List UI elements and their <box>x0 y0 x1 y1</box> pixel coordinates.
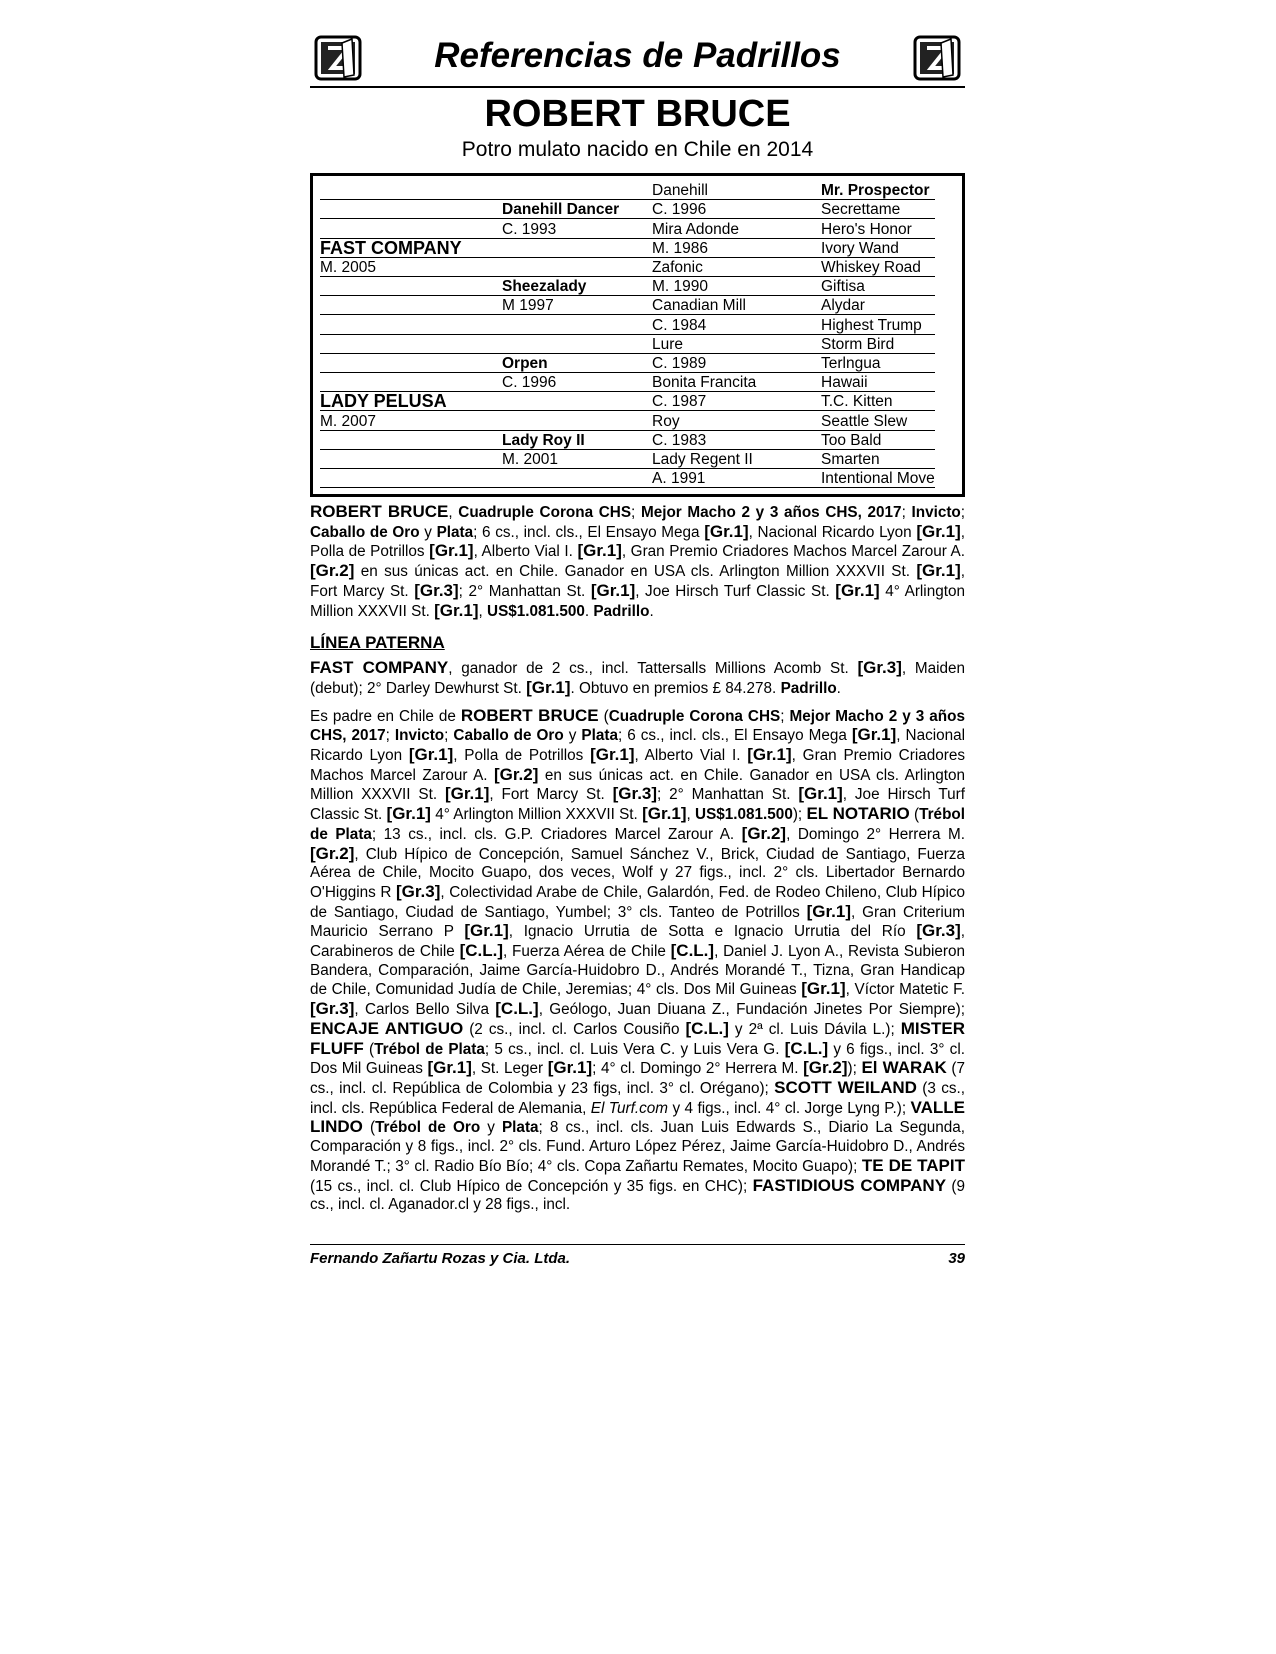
pedigree-row <box>320 276 935 296</box>
pedigree-cell: M. 2007 <box>320 412 377 430</box>
pedigree-cell: Zafonic <box>652 258 703 276</box>
pedigree-cell: Danehill <box>652 182 709 200</box>
pedigree-table <box>310 173 965 497</box>
pedigree-cell: Whiskey Road <box>821 258 921 276</box>
section-heading: LÍNEA PATERNA <box>310 633 445 653</box>
pedigree-cell: Canadian Mill <box>652 297 746 315</box>
pedigree-row <box>320 372 935 392</box>
pedigree-row <box>320 391 935 411</box>
pedigree-row <box>320 334 935 354</box>
pedigree-cell: C. 1989 <box>652 354 707 372</box>
pedigree-cell: Roy <box>652 412 680 430</box>
pedigree-cell: LADY PELUSA <box>320 391 447 412</box>
pedigree-cell: C. 1987 <box>652 393 707 411</box>
pedigree-cell: Hero's Honor <box>821 220 912 238</box>
pedigree-row <box>320 430 935 450</box>
pedigree-cell: FAST COMPANY <box>320 237 462 258</box>
pedigree-cell: Ivory Wand <box>821 239 899 257</box>
pedigree-cell: Lure <box>652 335 684 353</box>
pedigree-cell: Intentional Move <box>821 470 935 488</box>
page-header <box>310 30 965 88</box>
pedigree-cell: M. 2005 <box>320 258 377 276</box>
pedigree-cell: C. 1993 <box>502 220 557 238</box>
pedigree-row <box>320 468 935 488</box>
pedigree-cell: Seattle Slew <box>821 412 908 430</box>
pedigree-cell: Orpen <box>502 354 548 372</box>
logo-icon <box>913 35 961 81</box>
horse-summary: ROBERT BRUCE, Cuadruple Corona CHS; Mejor Macho 2 y 3 años CHS, 2017; Invicto; Caballo de Oro y Plata; 6 cs., incl. cls., El Ensayo Mega [Gr.1], Nacional Ricardo Lyon [Gr.1], Polla de Potrillos [Gr.1], Alberto Vial I. [Gr.1], Gran Premio Criadores Machos Marcel Zarour A. [Gr.2] en sus únicas act. en Chile. Ganador en USA cls. Arlington Million XXXVII St. [Gr.1], Fort Marcy St. [Gr.3]; 2° Manhattan St. [Gr.1], Joe Hirsch Turf Classic St. [Gr.1] 4° Arlington Million XXXVII St. [Gr.1], US$1.081.500. Padrillo. <box>310 502 966 620</box>
pedigree-cell: A. 1991 <box>652 470 706 488</box>
pedigree-row <box>320 314 935 334</box>
pedigree-cell: M 1997 <box>502 297 554 315</box>
sire-paragraph: FAST COMPANY, ganador de 2 cs., incl. Tattersalls Millions Acomb St. [Gr.3], Maiden (debut); 2° Darley Dewhurst St. [Gr.1]. Obtuvo en premios £ 84.278. Padrillo. <box>310 658 965 697</box>
pedigree-cell: M. 2001 <box>502 450 559 468</box>
page-title: Referencias de Padrillos <box>434 36 841 75</box>
pedigree-cell: Terlngua <box>821 354 881 372</box>
pedigree-cell: M. 1990 <box>652 278 709 296</box>
pedigree-cell: Mira Adonde <box>652 220 740 238</box>
pedigree-row <box>320 449 935 469</box>
pedigree-row <box>320 410 935 430</box>
pedigree-row <box>320 199 935 219</box>
pedigree-cell: Giftisa <box>821 278 865 296</box>
pedigree-cell: C. 1996 <box>502 374 557 392</box>
pedigree-cell: Too Bald <box>821 431 882 449</box>
pedigree-cell: C. 1996 <box>652 201 707 219</box>
pedigree-row <box>320 295 935 315</box>
page-footer <box>310 1244 965 1267</box>
pedigree-cell: Bonita Francita <box>652 374 757 392</box>
horse-name: ROBERT BRUCE <box>484 93 791 135</box>
pedigree-cell: Storm Bird <box>821 335 895 353</box>
pedigree-cell: T.C. Kitten <box>821 393 893 411</box>
pedigree-row <box>320 180 935 200</box>
pedigree-cell: C. 1983 <box>652 431 707 449</box>
pedigree-cell: Mr. Prospector <box>821 182 930 200</box>
pedigree-cell: Secrettame <box>821 201 901 219</box>
horse-subtitle: Potro mulato nacido en Chile en 2014 <box>461 138 814 161</box>
pedigree-cell: Alydar <box>821 297 865 315</box>
pedigree-cell: Hawaii <box>821 374 868 392</box>
document-page <box>310 30 965 1215</box>
pedigree-cell: M. 1986 <box>652 239 709 257</box>
footer-company: Fernando Zañartu Rozas y Cia. Ltda. <box>310 1250 571 1267</box>
pedigree-cell: C. 1984 <box>652 316 707 334</box>
pedigree-row <box>320 238 935 258</box>
pedigree-cell: Smarten <box>821 450 880 468</box>
page-number: 39 <box>948 1250 965 1267</box>
pedigree-cell: Lady Roy II <box>502 431 585 449</box>
pedigree-cell: Danehill Dancer <box>502 201 620 219</box>
progeny-paragraph: Es padre en Chile de ROBERT BRUCE (Cuadruple Corona CHS; Mejor Macho 2 y 3 años CHS, 2017; Invicto; Caballo de Oro y Plata; 6 cs., incl. cls., El Ensayo Mega [Gr.1], Nacional Ricardo Lyon [Gr.1], Polla de Potrillos [Gr.1], Alberto Vial I. [Gr.1], Gran Premio Criadores Machos Marcel Zarour A. [Gr.2] en sus únicas act. en Chile. Ganador en USA cls. Arlington Million XXXVII St. [Gr.1], Fort Marcy St. [Gr.3]; 2° Manhattan St. [Gr.1], Joe Hirsch Turf Classic St. [Gr.1] 4° Arlington Million XXXVII St. [Gr.1], US$1.081.500); EL NOTARIO (Trébol de Plata; 13 cs., incl. cls. G.P. Criadores Marcel Zarour A. [Gr.2], Domingo 2° Herrera M. [Gr.2], Club Hípico de Concepción, Samuel Sánchez V., Brick, Ciudad de Santiago, Fuerza Aérea de Chile, Mocito Guapo, dos veces, Wolf y 27 figs., incl. 2° cls. Libertador Bernardo O'Higgins R [Gr.3], Colectividad Arabe de Chile, Galardón, Fed. de Rodeo Chileno, Club Hípico de Santiago, Ciudad de Santiago, Yumbel; 3° cls. Tanteo de Potrillos [Gr.1], Gran Criterium Mauricio Serrano P [Gr.1], Ignacio Urrutia de Sotta e Ignacio Urrutia del Río [Gr.3], Carabineros de Chile [C.L.], Fuerza Aérea de Chile [C.L.], Daniel J. Lyon A., Revista Subieron Bandera, Comparación, Jaime García-Huidobro D., Andrés Morandé T., Tizna, Gran Handicap de Chile, Comunidad Judía de Chile, Jeremias; 4° cls. Dos Mil Guineas [Gr.1], Víctor Matetic F. [Gr.3], Carlos Bello Silva [C.L.], Geólogo, Juan Diuana Z., Fundación Jinetes Por Siempre); ENCAJE ANTIGUO (2 cs., incl. cl. Carlos Cousiño [C.L.] y 2ª cl. Luis Dávila L.); MISTER FLUFF (Trébol de Plata; 5 cs., incl. cl. Luis Vera C. y Luis Vera G. [C.L.] y 6 figs., incl. 3° cl. Dos Mil Guineas [Gr.1], St. Leger [Gr.1]; 4° cl. Domingo 2° Herrera M. [Gr.2]); El WARAK (7 cs., incl. cl. República de Colombia y 23 figs, incl. 3° cl. Orégano); SCOTT WEILAND (3 cs., incl. cls. República Federal de Alemania, El Turf.com y 4 figs., incl. 4° cl. Jorge Lyng P.); VALLE LINDO (Trébol de Oro y Plata; 8 cs., incl. cls. Juan Luis Edwards S., Diario La Segunda, Comparación y 8 figs., incl. 2° cls. Fund. Arturo López Pérez, Jaime García-Huidobro D., Andrés Morandé T.; 3° cl. Radio Bío Bío; 4° cls. Copa Zañartu Remates, Mocito Guapo); TE DE TAPIT (15 cs., incl. cl. Club Hípico de Concepción y 35 figs. en CHC); FASTIDIOUS COMPANY (9 cs., incl. cl. Aganador.cl y 28 figs., incl. <box>310 705 966 1214</box>
pedigree-row <box>320 353 935 373</box>
pedigree-cell: Highest Trump <box>821 316 922 334</box>
pedigree-cell: Lady Regent II <box>652 450 753 468</box>
pedigree-cell: Sheezalady <box>502 278 587 296</box>
pedigree-row <box>320 257 935 277</box>
pedigree-row <box>320 218 935 238</box>
